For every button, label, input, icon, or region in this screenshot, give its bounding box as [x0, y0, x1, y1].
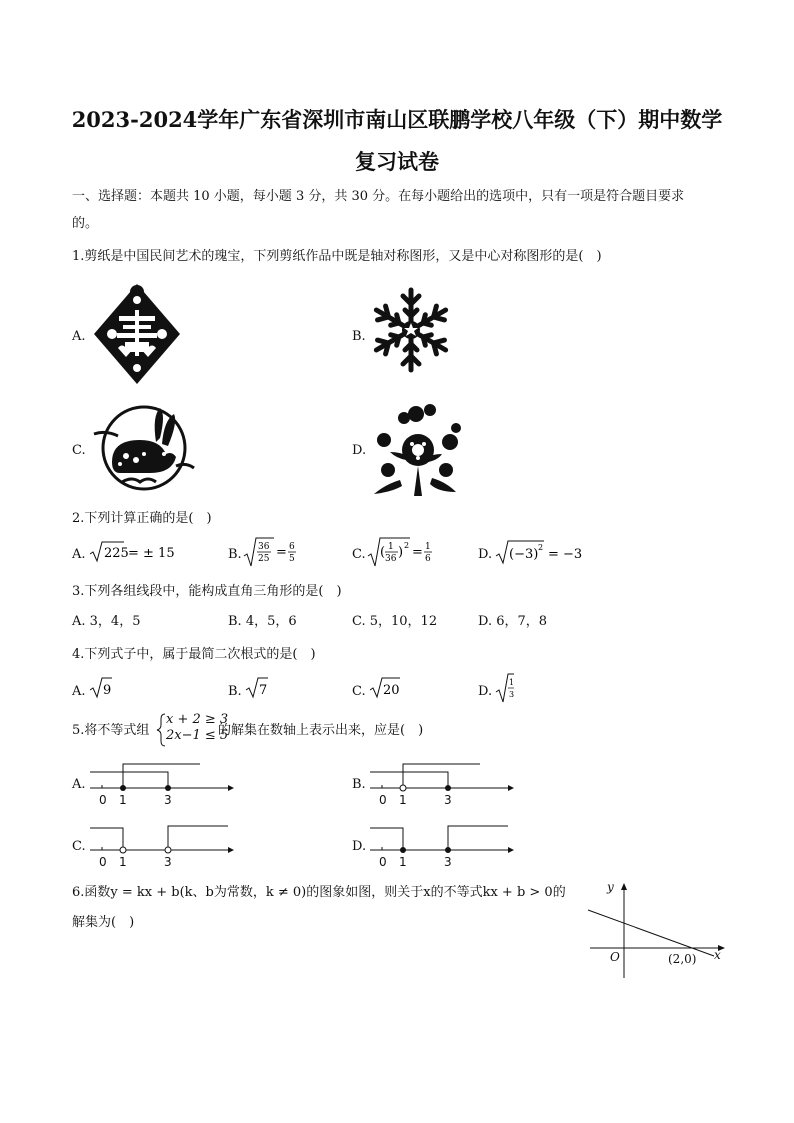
svg-text:2: 2 — [404, 541, 410, 550]
q3-option-b: B. 4，5，6 — [228, 614, 297, 629]
svg-text:36: 36 — [258, 542, 270, 552]
q5c-tick-3: 3 — [164, 855, 172, 869]
svg-text:= −3: = −3 — [548, 547, 583, 562]
svg-text:1: 1 — [425, 542, 431, 552]
section-intro-cont: 的。 — [72, 216, 99, 231]
q5d-tick-3: 3 — [444, 855, 452, 869]
q5b-tick-3: 3 — [444, 793, 452, 807]
svg-text:5: 5 — [289, 554, 295, 564]
q2-option-d-label: D. — [478, 547, 493, 562]
q4-option-a-label: A. — [72, 684, 86, 699]
q5-option-a-label: A. — [72, 777, 86, 792]
q5d-tick-0: 0 — [379, 855, 387, 869]
q5c-tick-0: 0 — [99, 855, 107, 869]
svg-text:36: 36 — [385, 554, 397, 564]
question-5-stem-pre: 5.将不等式组 — [72, 723, 150, 738]
q5-option-c-label: C. — [72, 839, 86, 854]
question-6-stem: 6.函数y = kx + b(k、b为常数，k ≠ 0)的图象如图，则关于x的不等式kx + b > 0的 — [72, 885, 566, 900]
q5b-tick-1: 1 — [399, 793, 407, 807]
q3-option-d: D. 6，7，8 — [478, 614, 548, 629]
q6-axis-x-label: x — [714, 948, 721, 962]
q5-option-a-numberline — [88, 758, 238, 808]
question-3-stem: 3.下列各组线段中，能构成直角三角形的是( ) — [72, 584, 342, 599]
svg-text:=: = — [276, 545, 287, 560]
q2-option-a-expr — [88, 540, 178, 564]
rabbit-papercut-icon — [92, 400, 202, 496]
q2-option-b-label: B. — [228, 547, 242, 562]
q5a-tick-0: 0 — [99, 793, 107, 807]
q1-option-b-label: B. — [352, 329, 366, 344]
svg-text:2: 2 — [538, 543, 544, 552]
q3-option-c: C. 5，10，12 — [352, 614, 438, 629]
q4-option-d-expr — [494, 672, 516, 704]
svg-text:6: 6 — [425, 554, 431, 564]
q2-option-a-label: A. — [72, 547, 86, 562]
q6-axis-y-label: y — [607, 880, 614, 894]
double-happiness-papercut-icon — [92, 282, 182, 386]
svg-text:(: ( — [380, 545, 386, 560]
q6-linear-function-graph — [582, 878, 732, 983]
q1-option-d-label: D. — [352, 443, 367, 458]
q5c-tick-1: 1 — [119, 855, 127, 869]
page-title: 2023-2024学年广东省深圳市南山区联鹏学校八年级（下）期中数学 — [71, 107, 723, 132]
q3-option-a: A. 3，4，5 — [72, 614, 141, 629]
flower-papercut-icon — [370, 400, 466, 498]
q2-option-d-expr — [494, 538, 584, 566]
q4-option-a-expr — [88, 676, 114, 700]
q5-option-b-numberline — [368, 758, 518, 808]
question-4-stem: 4.下列式子中，属于最简二次根式的是( ) — [72, 647, 316, 662]
svg-text:6: 6 — [289, 542, 295, 552]
q1-option-a-label: A. — [72, 329, 86, 344]
page-title-line2: 复习试卷 — [355, 149, 439, 174]
q5d-tick-1: 1 — [399, 855, 407, 869]
q4-option-b-label: B. — [228, 684, 242, 699]
q5-option-c-numberline — [88, 820, 238, 870]
q4-option-d-label: D. — [478, 684, 493, 699]
q4-option-b-expr — [244, 676, 270, 700]
q4-option-c-expr — [368, 676, 402, 700]
svg-text:9: 9 — [103, 683, 112, 698]
q4-option-c-label: C. — [352, 684, 366, 699]
q5-option-d-numberline — [368, 820, 518, 870]
svg-text:1: 1 — [388, 542, 394, 552]
question-5-stem-post: 的解集在数轴上表示出来，应是( ) — [218, 723, 424, 738]
q2-option-b-expr — [242, 536, 302, 568]
q6-origin-label: O — [610, 950, 620, 964]
question-1-stem: 1.剪纸是中国民间艺术的瑰宝，下列剪纸作品中既是轴对称图形，又是中心对称图形的是( ) — [72, 249, 602, 264]
svg-text:= ± 15: = ± 15 — [128, 546, 175, 561]
svg-text:20: 20 — [383, 683, 400, 698]
q5a-tick-3: 3 — [164, 793, 172, 807]
question-2-stem: 2.下列计算正确的是( ) — [72, 511, 212, 526]
q5-option-b-label: B. — [352, 777, 366, 792]
svg-text:225: 225 — [104, 546, 129, 561]
svg-text:1: 1 — [509, 678, 515, 687]
q1-option-c-label: C. — [72, 443, 86, 458]
q5-option-d-label: D. — [352, 839, 367, 854]
question-6-stem-cont: 解集为( ) — [72, 915, 135, 930]
svg-text:3: 3 — [509, 690, 515, 699]
q5-inequality-1: x + 2 ≥ 3 — [166, 712, 229, 727]
snowflake-papercut-icon — [368, 285, 454, 375]
svg-text:(−3): (−3) — [509, 547, 539, 562]
svg-text:): ) — [398, 545, 404, 560]
svg-text:=: = — [412, 545, 423, 560]
q2-option-c-label: C. — [352, 547, 366, 562]
q5a-tick-1: 1 — [119, 793, 127, 807]
q2-option-c-expr — [366, 536, 438, 568]
q6-point-label: (2,0) — [668, 952, 697, 966]
svg-text:25: 25 — [258, 554, 270, 564]
svg-text:7: 7 — [259, 683, 268, 698]
q5-inequality-2: 2x−1 ≤ 5 — [166, 728, 229, 743]
q5b-tick-0: 0 — [379, 793, 387, 807]
section-intro: 一、选择题：本题共 10 小题，每小题 3 分，共 30 分。在每小题给出的选项中，只有一项是符合题目要求 — [72, 189, 685, 204]
